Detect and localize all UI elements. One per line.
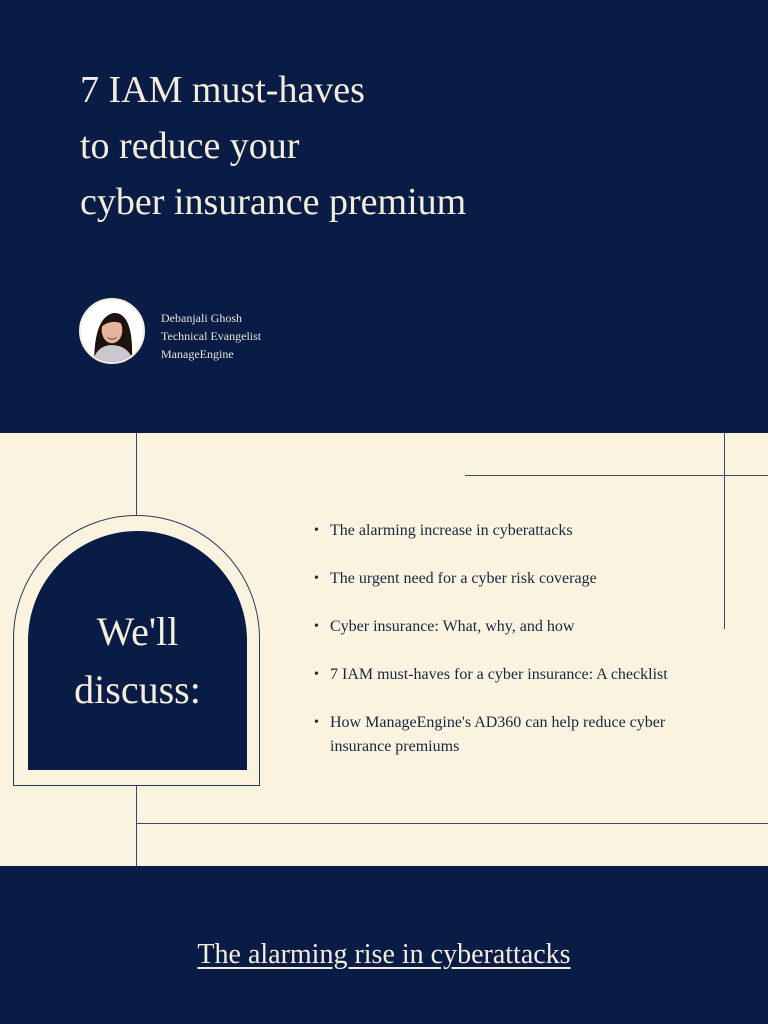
list-item-text: 7 IAM must-haves for a cyber insurance: A checklist	[330, 666, 668, 683]
discuss-heading-line-1: We'll	[96, 609, 179, 654]
bullet-icon: •	[314, 571, 319, 586]
author-name: Debanjali Ghosh	[161, 311, 242, 325]
title-line-2: to reduce your	[80, 125, 300, 167]
author-role: Technical Evangelist	[161, 329, 262, 343]
list-item-text: How ManageEngine's AD360 can help reduce cyber insurance premiums	[330, 714, 666, 755]
list-item-text: Cyber insurance: What, why, and how	[330, 618, 575, 635]
divider-horizontal-top	[465, 475, 768, 476]
topics-list	[314, 519, 714, 783]
footer-section	[0, 866, 768, 1024]
bullet-icon: •	[314, 715, 319, 730]
bullet-icon: •	[314, 619, 319, 634]
list-item	[314, 567, 714, 591]
title-line-3: cyber insurance premium	[80, 181, 467, 223]
discuss-heading	[28, 603, 247, 719]
divider-vertical-left-top	[136, 433, 137, 517]
section-link-cyberattacks[interactable]: The alarming rise in cyberattacks	[197, 939, 571, 970]
author-photo	[81, 300, 143, 362]
discuss-heading-line-2: discuss:	[74, 667, 201, 712]
divider-vertical-left-bottom	[136, 785, 137, 866]
divider-vertical-right	[724, 433, 725, 629]
list-item-text: The alarming increase in cyberattacks	[330, 522, 573, 539]
discuss-section	[0, 433, 768, 866]
bullet-icon: •	[314, 523, 319, 538]
list-item	[314, 663, 714, 687]
list-item	[314, 615, 714, 639]
avatar	[79, 298, 145, 364]
list-item-text: The urgent need for a cyber risk coverage	[330, 570, 597, 587]
author-company: ManageEngine	[161, 347, 234, 361]
list-item	[314, 519, 714, 543]
bullet-icon: •	[314, 667, 319, 682]
page-title	[80, 62, 466, 230]
list-item	[314, 711, 714, 759]
author-info	[161, 309, 261, 363]
title-line-1: 7 IAM must-haves	[80, 69, 365, 111]
header-section	[0, 0, 768, 433]
divider-horizontal-bottom	[136, 823, 768, 824]
